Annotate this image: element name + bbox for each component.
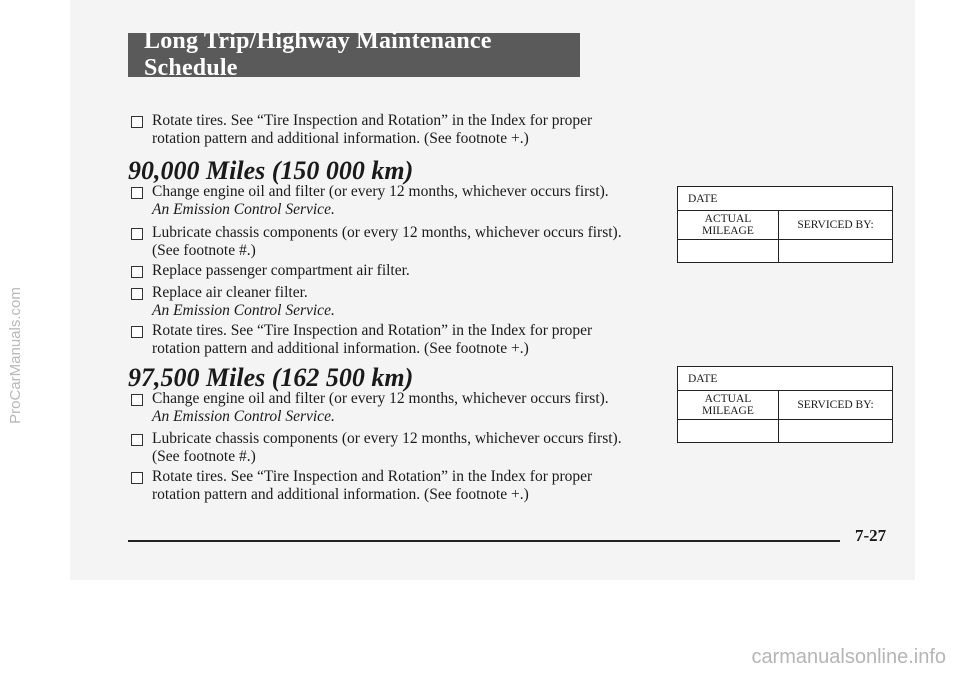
serviced-by-label: SERVICED BY: xyxy=(779,391,893,420)
side-watermark: ProCarManuals.com xyxy=(6,286,24,424)
checkbox[interactable] xyxy=(131,472,143,484)
actual-mileage-field[interactable] xyxy=(678,420,779,443)
serviced-by-field[interactable] xyxy=(779,420,893,443)
checkbox[interactable] xyxy=(131,288,143,300)
section-heading-97500: 97,500 Miles (162 500 km) xyxy=(128,363,414,392)
checkbox[interactable] xyxy=(131,187,143,199)
date-field[interactable]: DATE xyxy=(678,187,893,211)
section-title-bar xyxy=(128,28,580,81)
serviced-by-label: SERVICED BY: xyxy=(779,211,893,240)
bottom-watermark: carmanualsonline.info xyxy=(751,646,946,668)
checkbox[interactable] xyxy=(131,228,143,240)
checkbox[interactable] xyxy=(131,116,143,128)
service-record-table xyxy=(677,366,893,443)
checkbox[interactable] xyxy=(131,394,143,406)
actual-mileage-label: ACTUAL MILEAGE xyxy=(678,211,779,240)
checkbox[interactable] xyxy=(131,434,143,446)
footer-rule xyxy=(128,540,840,542)
serviced-by-field[interactable] xyxy=(779,240,893,263)
checkbox[interactable] xyxy=(131,266,143,278)
checkbox[interactable] xyxy=(131,326,143,338)
actual-mileage-label: ACTUAL MILEAGE xyxy=(678,391,779,420)
date-field[interactable]: DATE xyxy=(678,367,893,391)
service-record-table xyxy=(677,186,893,263)
page-title: Long Trip/Highway Maintenance Schedule xyxy=(144,28,492,81)
actual-mileage-field[interactable] xyxy=(678,240,779,263)
section-heading-90000: 90,000 Miles (150 000 km) xyxy=(128,156,414,185)
page-number: 7-27 xyxy=(855,526,887,545)
